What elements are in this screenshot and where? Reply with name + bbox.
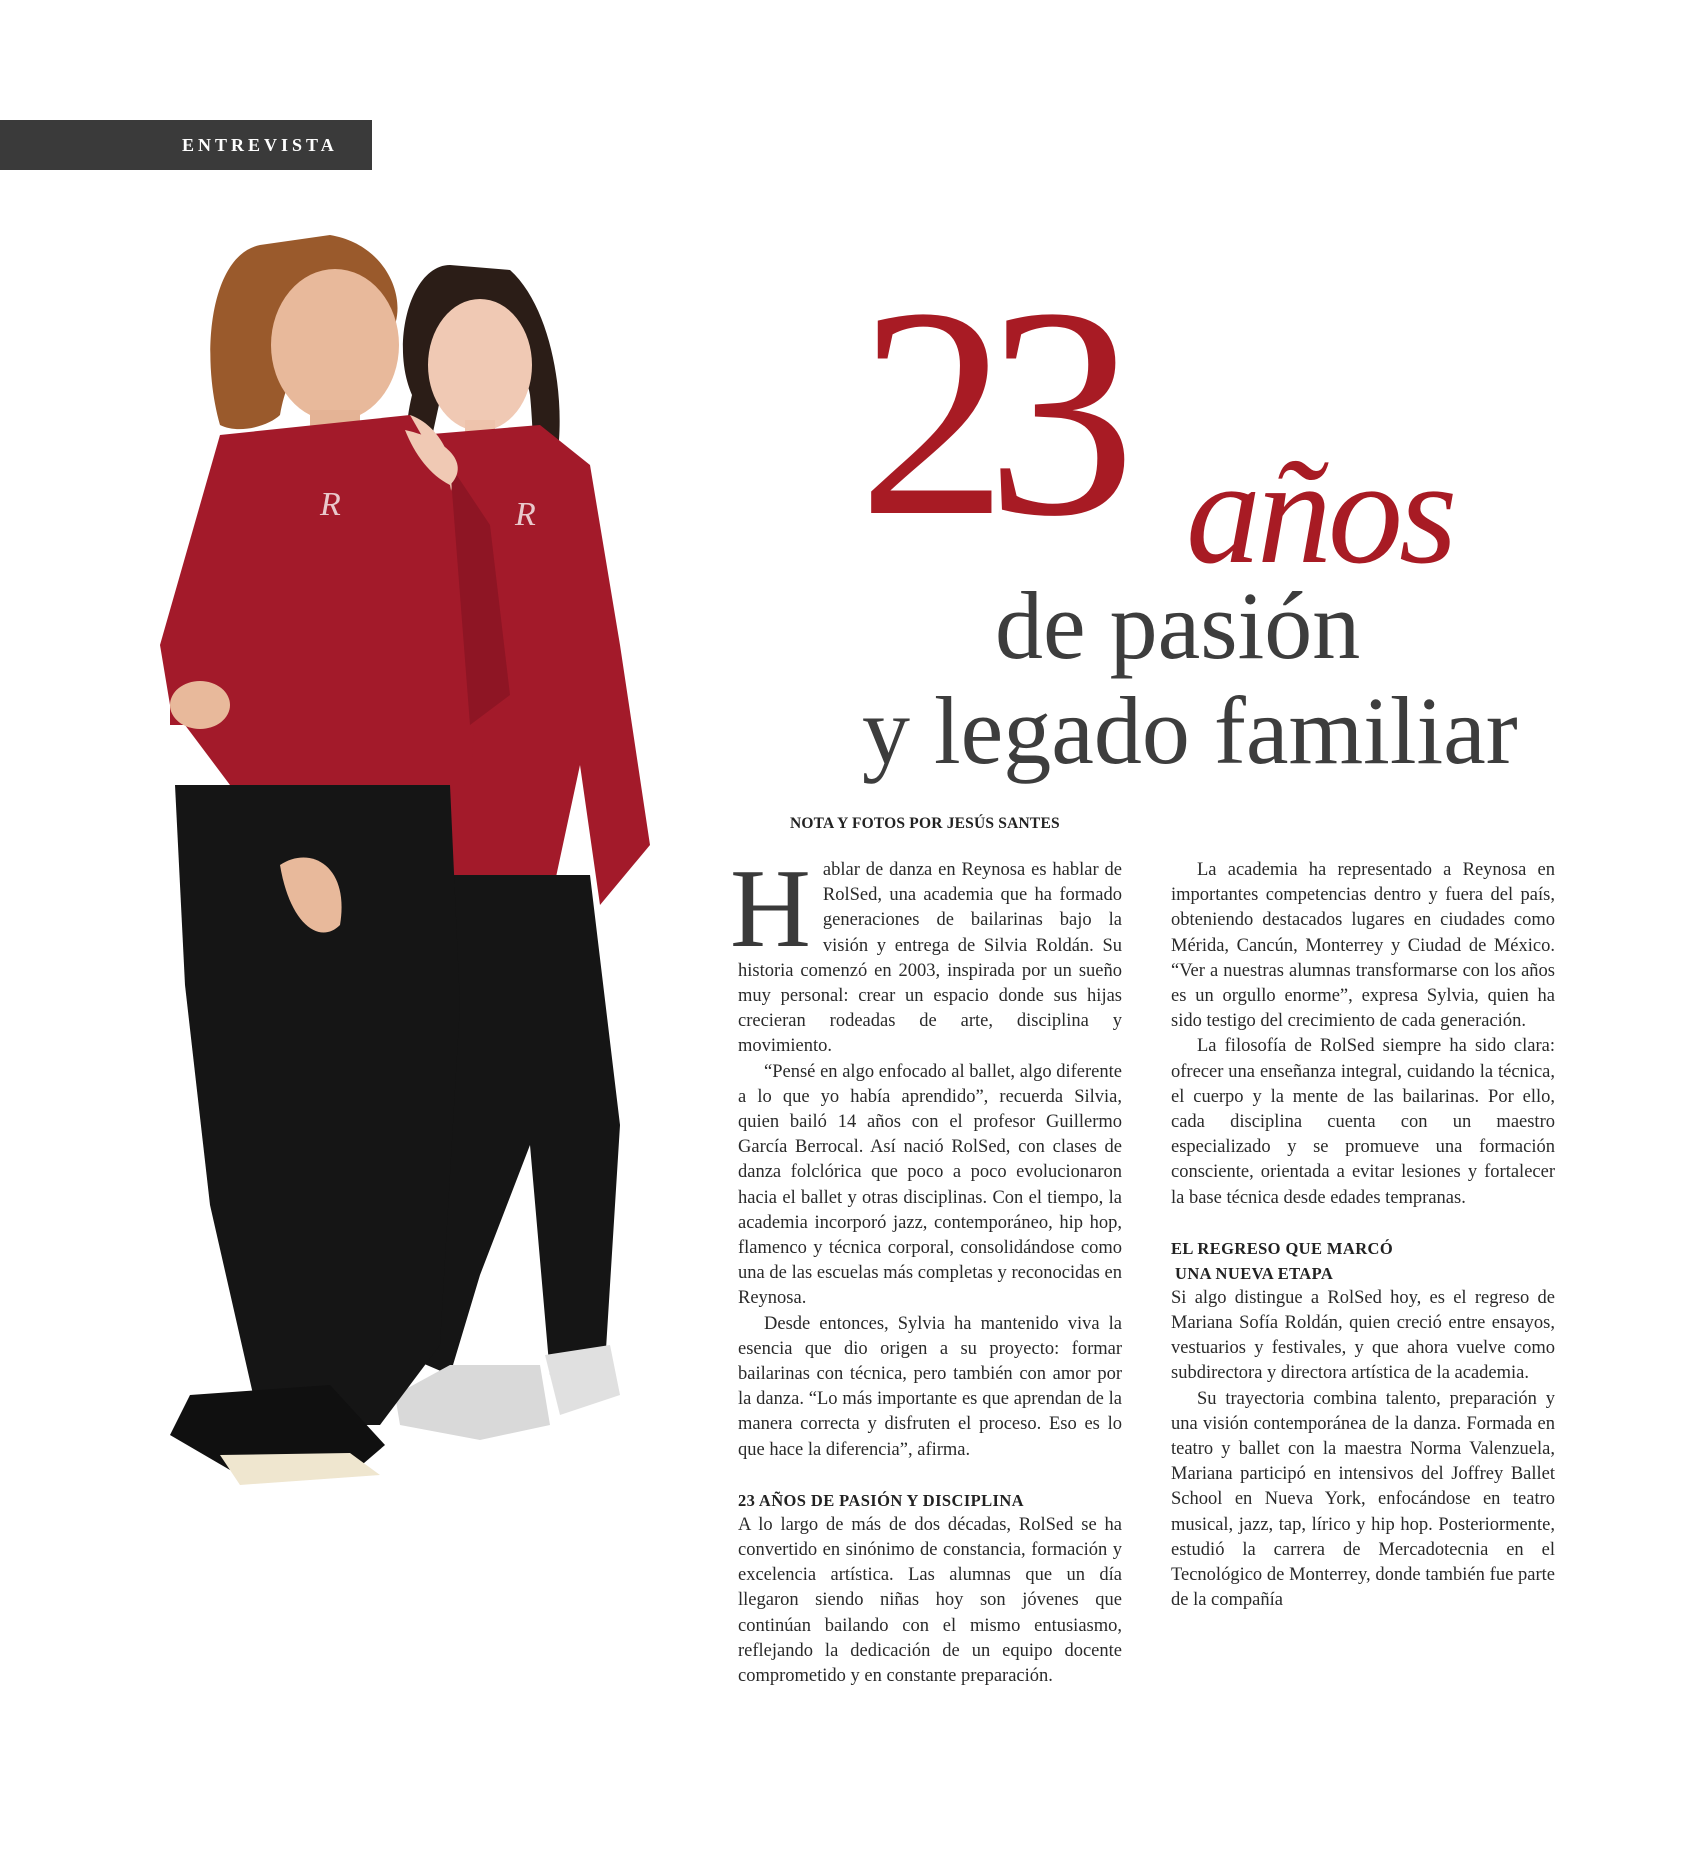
drop-cap: H <box>730 847 811 971</box>
byline: NOTA Y FOTOS POR JESÚS SANTES <box>790 815 1060 832</box>
article-paragraph: La filosofía de RolSed siempre ha sido clara: ofrecer una enseñanza integral, cuidando la técnica, el cuerpo y la mente de las bailarinas. Por ello, cada disciplina cuenta con un maestro especializado y se promueve una formación consciente, orientada a evitar lesiones y fortalecer la base técnica desde edades tempranas. <box>1171 1036 1555 1208</box>
article-paragraph: “Pensé en algo enfocado al ballet, algo diferente a lo que yo había aprendido”, recuerda Silvia, quien bailó 14 años con el profesor Guillermo García Berrocal. Así nació RolSed, con clases de danza folclórica que poco a poco evolucionaron hacia el ballet y otras disciplinas. Con el tiempo, la academia incorporó jazz, contemporáneo, hip hop, flamenco y técnica corporal, consolidándose como una de las escuelas más completas y reconocidas en Reynosa. <box>738 1061 1122 1309</box>
subhead: UNA NUEVA ETAPA <box>1175 1263 1334 1283</box>
article-paragraph: La academia ha representado a Reynosa en importantes competencias dentro y fuera del país, obteniendo destacados lugares en ciudades como Mérida, Cancún, Monterrey y Ciudad de México. “Ver a nuestras alumnas transformarse con los años es un orgullo enorme”, expresa Sylvia, quien ha sido testigo del crecimiento de cada generación. <box>1171 860 1555 1032</box>
paragraph-text: ablar de danza en Reynosa es hablar de RolSed, una academia que ha formado generaciones de bailarinas bajo la visión y entrega de Silvia Roldán. Su historia comenzó en 2003, inspirada por un sueño muy personal: crear un espacio donde sus hijas crecieran rodeadas de arte, disciplina y movimiento. <box>738 860 1122 1057</box>
jacket-logo-right: R <box>515 496 536 533</box>
spacer <box>1171 1211 1555 1236</box>
headline-line-3: y legado familiar <box>862 677 1518 784</box>
cover-photo <box>150 225 830 1745</box>
article-paragraph: Si algo distingue a RolSed hoy, es el regreso de Mariana Sofía Roldán, quien creció entre ensayos, vestuarios y festivales, y que ahora vuelve como subdirectora y directora artística de la academia. <box>1171 1287 1555 1384</box>
article-column-2 <box>1171 858 1555 1613</box>
section-tag-label: ENTREVISTA <box>182 134 338 155</box>
spacer <box>738 1463 1122 1488</box>
article-paragraph: A lo largo de más de dos décadas, RolSed se ha convertido en sinónimo de constancia, formación y excelencia artística. Las alumnas que un día llegaron siendo niñas hoy son jóvenes que continúan bailando con el mismo entusiasmo, reflejando la dedicación de un equipo docente comprometido y en constante preparación. <box>738 1514 1122 1687</box>
jacket-logo-left: R <box>320 486 341 523</box>
headline-line-2: de pasión <box>995 572 1361 679</box>
article-paragraph: Desde entonces, Sylvia ha mantenido viva la esencia que dio origen a su proyecto: formar bailarinas con técnica, pero también con amor por la danza. “Lo más importante es que aprendan de la manera correcta y disfruten el proceso. Eso es lo que hace la diferencia”, afirma. <box>738 1313 1122 1460</box>
headline-number: 23 <box>858 246 1114 578</box>
subhead: EL REGRESO QUE MARCÓ <box>1171 1238 1394 1258</box>
section-tag <box>0 120 372 170</box>
article-paragraph <box>730 847 1122 1060</box>
article-column-1 <box>730 847 1122 1689</box>
article-paragraph: Su trayectoria combina talento, preparación y una visión contemporánea de la danza. Formada en teatro y ballet con la maestra Norma Valenzuela, Mariana participó en intensivos del Joffrey Ballet School en Nueva York, enfocándose en teatro musical, jazz, tap, lírico y hip hop. Posteriormente, estudió la carrera de Mercadotecnia en el Tecnológico de Monterrey, donde también fue parte de la compañía <box>1171 1388 1555 1611</box>
subhead: 23 AÑOS DE PASIÓN Y DISCIPLINA <box>738 1490 1024 1510</box>
headline-word: años <box>1186 429 1454 595</box>
